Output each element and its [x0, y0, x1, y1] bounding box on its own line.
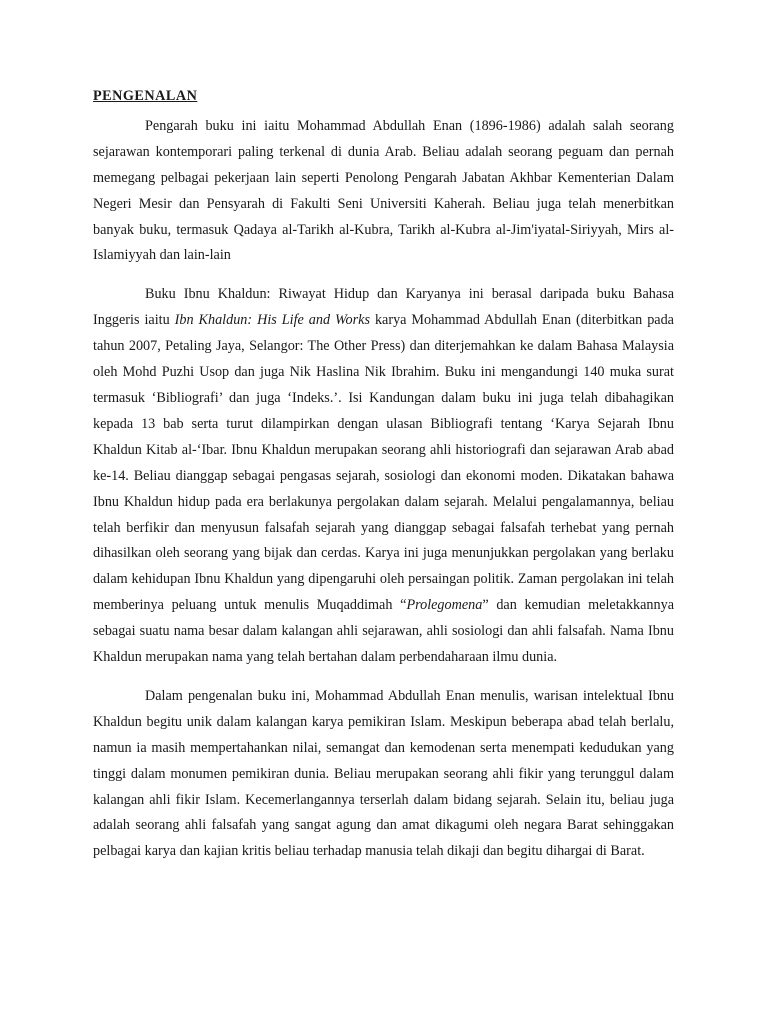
- prolegomena-italic: Prolegomena: [406, 597, 483, 614]
- book-title-italic: Ibn Khaldun: His Life and Works: [174, 312, 370, 329]
- paragraph-intellectual-legacy: [93, 684, 674, 865]
- paragraph-book-description: [93, 282, 674, 671]
- paragraph-intellectual-legacy-text: Dalam pengenalan buku ini, Mohammad Abdullah Enan menulis, warisan intelektual Ibnu Khaldun begitu unik dalam kalangan karya pemikiran Islam. Meskipun beberapa abad telah berlalu, namun ia masih mempertahankan nilai, semangat dan kemodenan serta menempati kedudukan yang tinggi dalam monumen pemikiran dunia. Beliau merupakan seorang ahli fikir yang terunggul dalam kalangan ahli fikir Islam. Kecemerlangannya terserlah dalam bidang sejarah. Selain itu, beliau juga adalah seorang ahli falsafah yang sangat agung dan amat dikagumi oleh negara Barat sehinggakan pelbagai karya dan kajian kritis beliau terhadap manusia telah dikaji dan begitu dihargai di Barat.: [93, 687, 674, 860]
- paragraph-book-description-part1: Buku Ibnu Khaldun: Riwayat Hidup dan Karyanya ini berasal daripada buku Bahasa Inggeris iaitu: [93, 286, 674, 329]
- paragraph-author-intro-text: Pengarah buku ini iaitu Mohammad Abdullah Enan (1896-1986) adalah salah seorang sejarawan kontemporari paling terkenal di dunia Arab. Beliau adalah seorang peguam dan pernah memegang pelbagai pekerjaan lain seperti Penolong Pengarah Jabatan Akhbar Kementerian Dalam Negeri Mesir dan Pensyarah di Fakulti Seni Universiti Kaherah. Beliau juga telah menerbitkan banyak buku, termasuk Qadaya al-Tarikh al-Kubra, Tarikh al-Kubra al-Jim'iyatal-Siriyyah, Mirs al-Islamiyyah dan lain-lain: [93, 117, 674, 264]
- paragraph-author-intro: [93, 114, 674, 269]
- paragraph-book-description-part3: ” dan kemudian meletakkannya sebagai suatu nama besar dalam kalangan ahli sejarawan, ahli sosiologi dan ahli falsafah. Nama Ibnu Khaldun merupakan nama yang telah bertahan dalam perbendaharaan ilmu dunia.: [93, 597, 675, 666]
- paragraph-book-description-part2: karya Mohammad Abdullah Enan (diterbitkan pada tahun 2007, Petaling Jaya, Selangor: The Other Press) dan diterjemahkan ke dalam Bahasa Malaysia oleh Mohd Puzhi Usop dan juga Nik Haslina Nik Ibrahim. Buku ini mengandungi 140 muka surat termasuk ‘Bibliografi’ dan juga ‘Indeks.’. Isi Kandungan dalam buku ini juga telah dibahagikan kepada 13 bab serta turut dilampirkan dengan ulasan Bibliografi tentang ‘Karya Sejarah Ibnu Khaldun Kitab al-‘Ibar. Ibnu Khaldun merupakan seorang ahli historiografi dan sejarawan Arab abad ke-14. Beliau dianggap sebagai pengasas sejarah, sosiologi dan ekonomi moden. Dikatakan bahawa Ibnu Khaldun hidup pada era berlakunya pergolakan dalam sejarah. Melalui pengalamannya, beliau telah berfikir dan menyusun falsafah sejarah yang dianggap sebagai falsafah terhebat yang pernah dihasilkan oleh seorang yang bijak dan cerdas. Karya ini juga menunjukkan pergolakan yang berlaku dalam kehidupan Ibnu Khaldun yang dipengaruhi oleh persaingan politik. Zaman pergolakan ini telah memberinya peluang untuk menulis Muqaddimah “: [93, 312, 674, 614]
- section-heading: PENGENALAN: [93, 88, 198, 104]
- document-page: [93, 84, 674, 878]
